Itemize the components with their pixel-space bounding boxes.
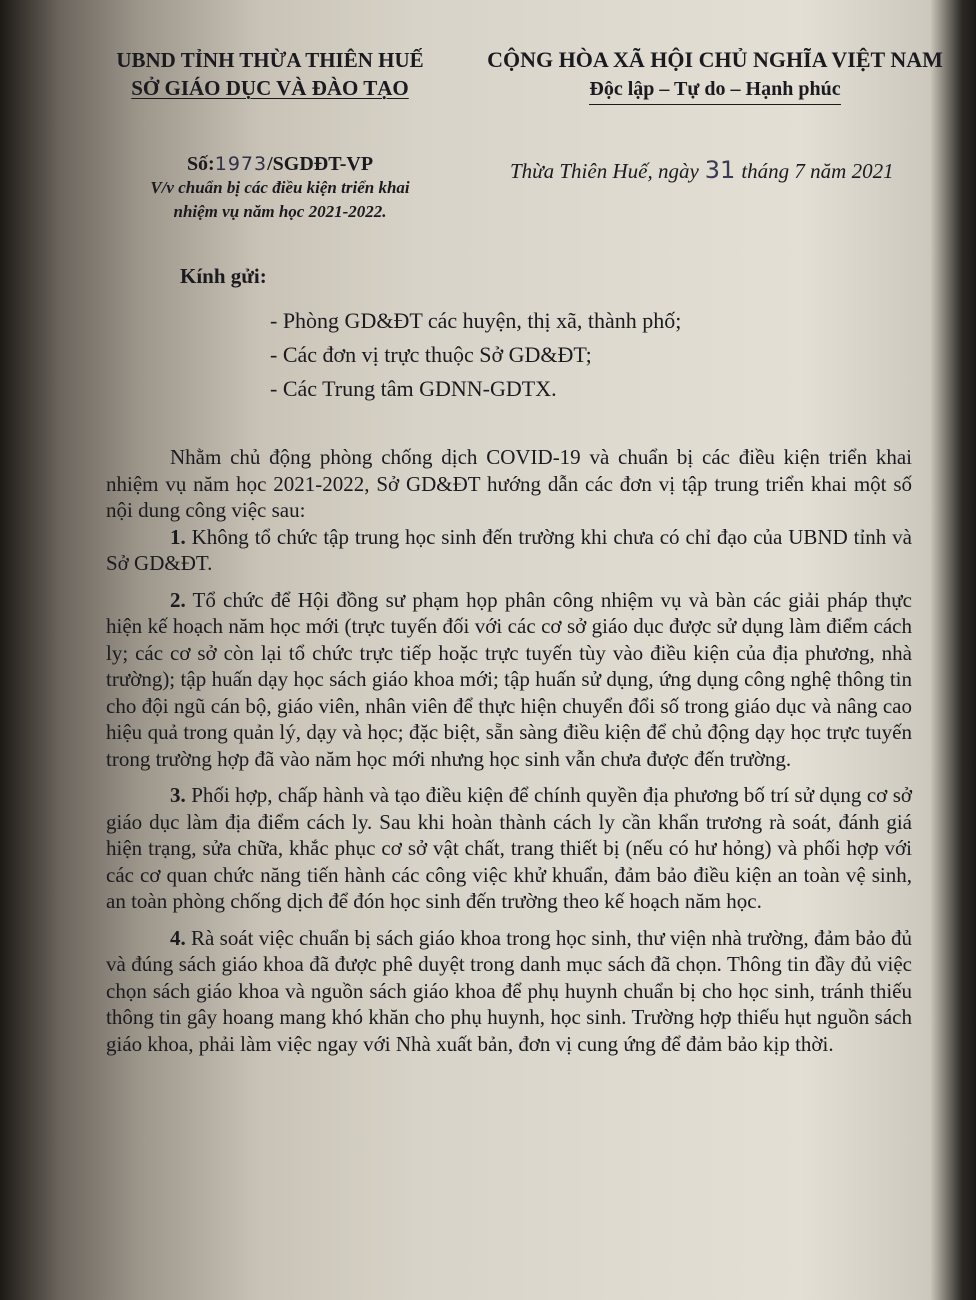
item-number: 4. (170, 925, 186, 950)
number-code: /SGDĐT-VP (267, 153, 374, 175)
date-line (510, 156, 960, 184)
document-reference (110, 152, 450, 224)
handwritten-number: 1973 (214, 153, 268, 175)
date-prefix: Thừa Thiên Huế, ngày (510, 159, 699, 183)
national-heading (470, 46, 960, 105)
item-number: 1. (170, 524, 186, 549)
number-prefix: Số: (186, 153, 215, 175)
item-text: Tổ chức để Hội đồng sư phạm họp phân công nhiệm vụ và bàn các giải pháp thực hiện kế hoạch năm học mới (trực tuyến đối với các cơ sở giáo dục được sử dụng làm điểm cách ly; các cơ sở còn lại tổ chức trực tiếp hoặc trực tuyến tùy vào điều kiện của địa phương, nhà trường); tập huấn dạy học sách giáo khoa mới; tập huấn sử dụng, ứng dụng công nghệ thông tin cho đội ngũ cán bộ, giáo viên, nhân viên để thực hiện chuyển đổi số trong giáo dục và nâng cao hiệu quả trong quản lý, dạy và học; đặc biệt, sẵn sàng điều kiện để chủ động dạy học trực tuyến trong trường hợp đã vào năm học mới nhưng học sinh vẫn chưa được đến trường. (106, 587, 912, 771)
letter-body (106, 444, 912, 1057)
document-number (110, 152, 450, 176)
agency-line-1: UBND TỈNH THỪA THIÊN HUẾ (116, 48, 424, 72)
recipient-item: - Các Trung tâm GDNN-GDTX. (270, 376, 557, 401)
recipient-item: - Phòng GD&ĐT các huyện, thị xã, thành phố; (270, 308, 682, 333)
agency-line-2: SỞ GIÁO DỤC VÀ ĐÀO TẠO (131, 76, 409, 100)
national-motto: Độc lập – Tự do – Hạnh phúc (589, 75, 840, 105)
subject-line-2: nhiệm vụ năm học 2021-2022. (173, 202, 387, 221)
intro-paragraph: Nhằm chủ động phòng chống dịch COVID-19 và chuẩn bị các điều kiện triển khai nhiệm vụ năm học 2021-2022, Sở GD&ĐT hướng dẫn các đơn vị tập trung triển khai một số nội dung công việc sau: (106, 445, 912, 522)
item-text: Rà soát việc chuẩn bị sách giáo khoa trong học sinh, thư viện nhà trường, đảm bảo đủ và đúng sách giáo khoa đã được phê duyệt trong danh mục sách đã chọn. Thông tin đầy đủ việc chọn sách giáo khoa và nguồn sách giáo khoa để phụ huynh chuẩn bị cho học sinh, tránh thiếu thông tin gây hoang mang khó khăn cho phụ huynh, học sinh. Trường hợp thiếu hụt nguồn sách giáo khoa, phải làm việc ngay với Nhà xuất bản, đơn vị cung ứng để đảm bảo kịp thời. (106, 925, 912, 1056)
date-suffix: tháng 7 năm 2021 (741, 159, 894, 183)
item-number: 2. (170, 587, 186, 612)
recipient-list (270, 304, 681, 406)
handwritten-day: 31 (704, 156, 736, 184)
recipient-item: - Các đơn vị trực thuộc Sở GD&ĐT; (270, 342, 592, 367)
item-text: Phối hợp, chấp hành và tạo điều kiện để chính quyền địa phương bố trí sử dụng cơ sở giáo dục làm địa điểm cách ly. Sau khi hoàn thành cách ly cần khẩn trương rà soát, đánh giá hiện trạng, sửa chữa, khắc phục cơ sở vật chất, trang thiết bị (nếu có hư hỏng) và phối hợp với các cơ quan chức năng tiến hành các công việc khử khuẩn, đảm bảo điều kiện an toàn vệ sinh, an toàn phòng chống dịch để đón học sinh đến trường theo kế hoạch năm học. (106, 783, 912, 913)
official-letter (70, 20, 950, 1282)
subject-line-1: V/v chuẩn bị các điều kiện triển khai (150, 178, 410, 197)
item-3 (106, 782, 912, 915)
item-number: 3. (170, 783, 186, 807)
item-4 (106, 925, 912, 1058)
item-text: Không tổ chức tập trung học sinh đến trường khi chưa có chỉ đạo của UBND tỉnh và Sở GD&ĐT. (106, 524, 912, 575)
issuing-agency (100, 46, 440, 102)
item-2 (106, 587, 912, 773)
salutation: Kính gửi: (180, 264, 267, 288)
country-name: CỘNG HÒA XÃ HỘI CHỦ NGHĨA VIỆT NAM (487, 47, 943, 72)
letter-header (70, 46, 950, 126)
item-1 (106, 524, 912, 577)
